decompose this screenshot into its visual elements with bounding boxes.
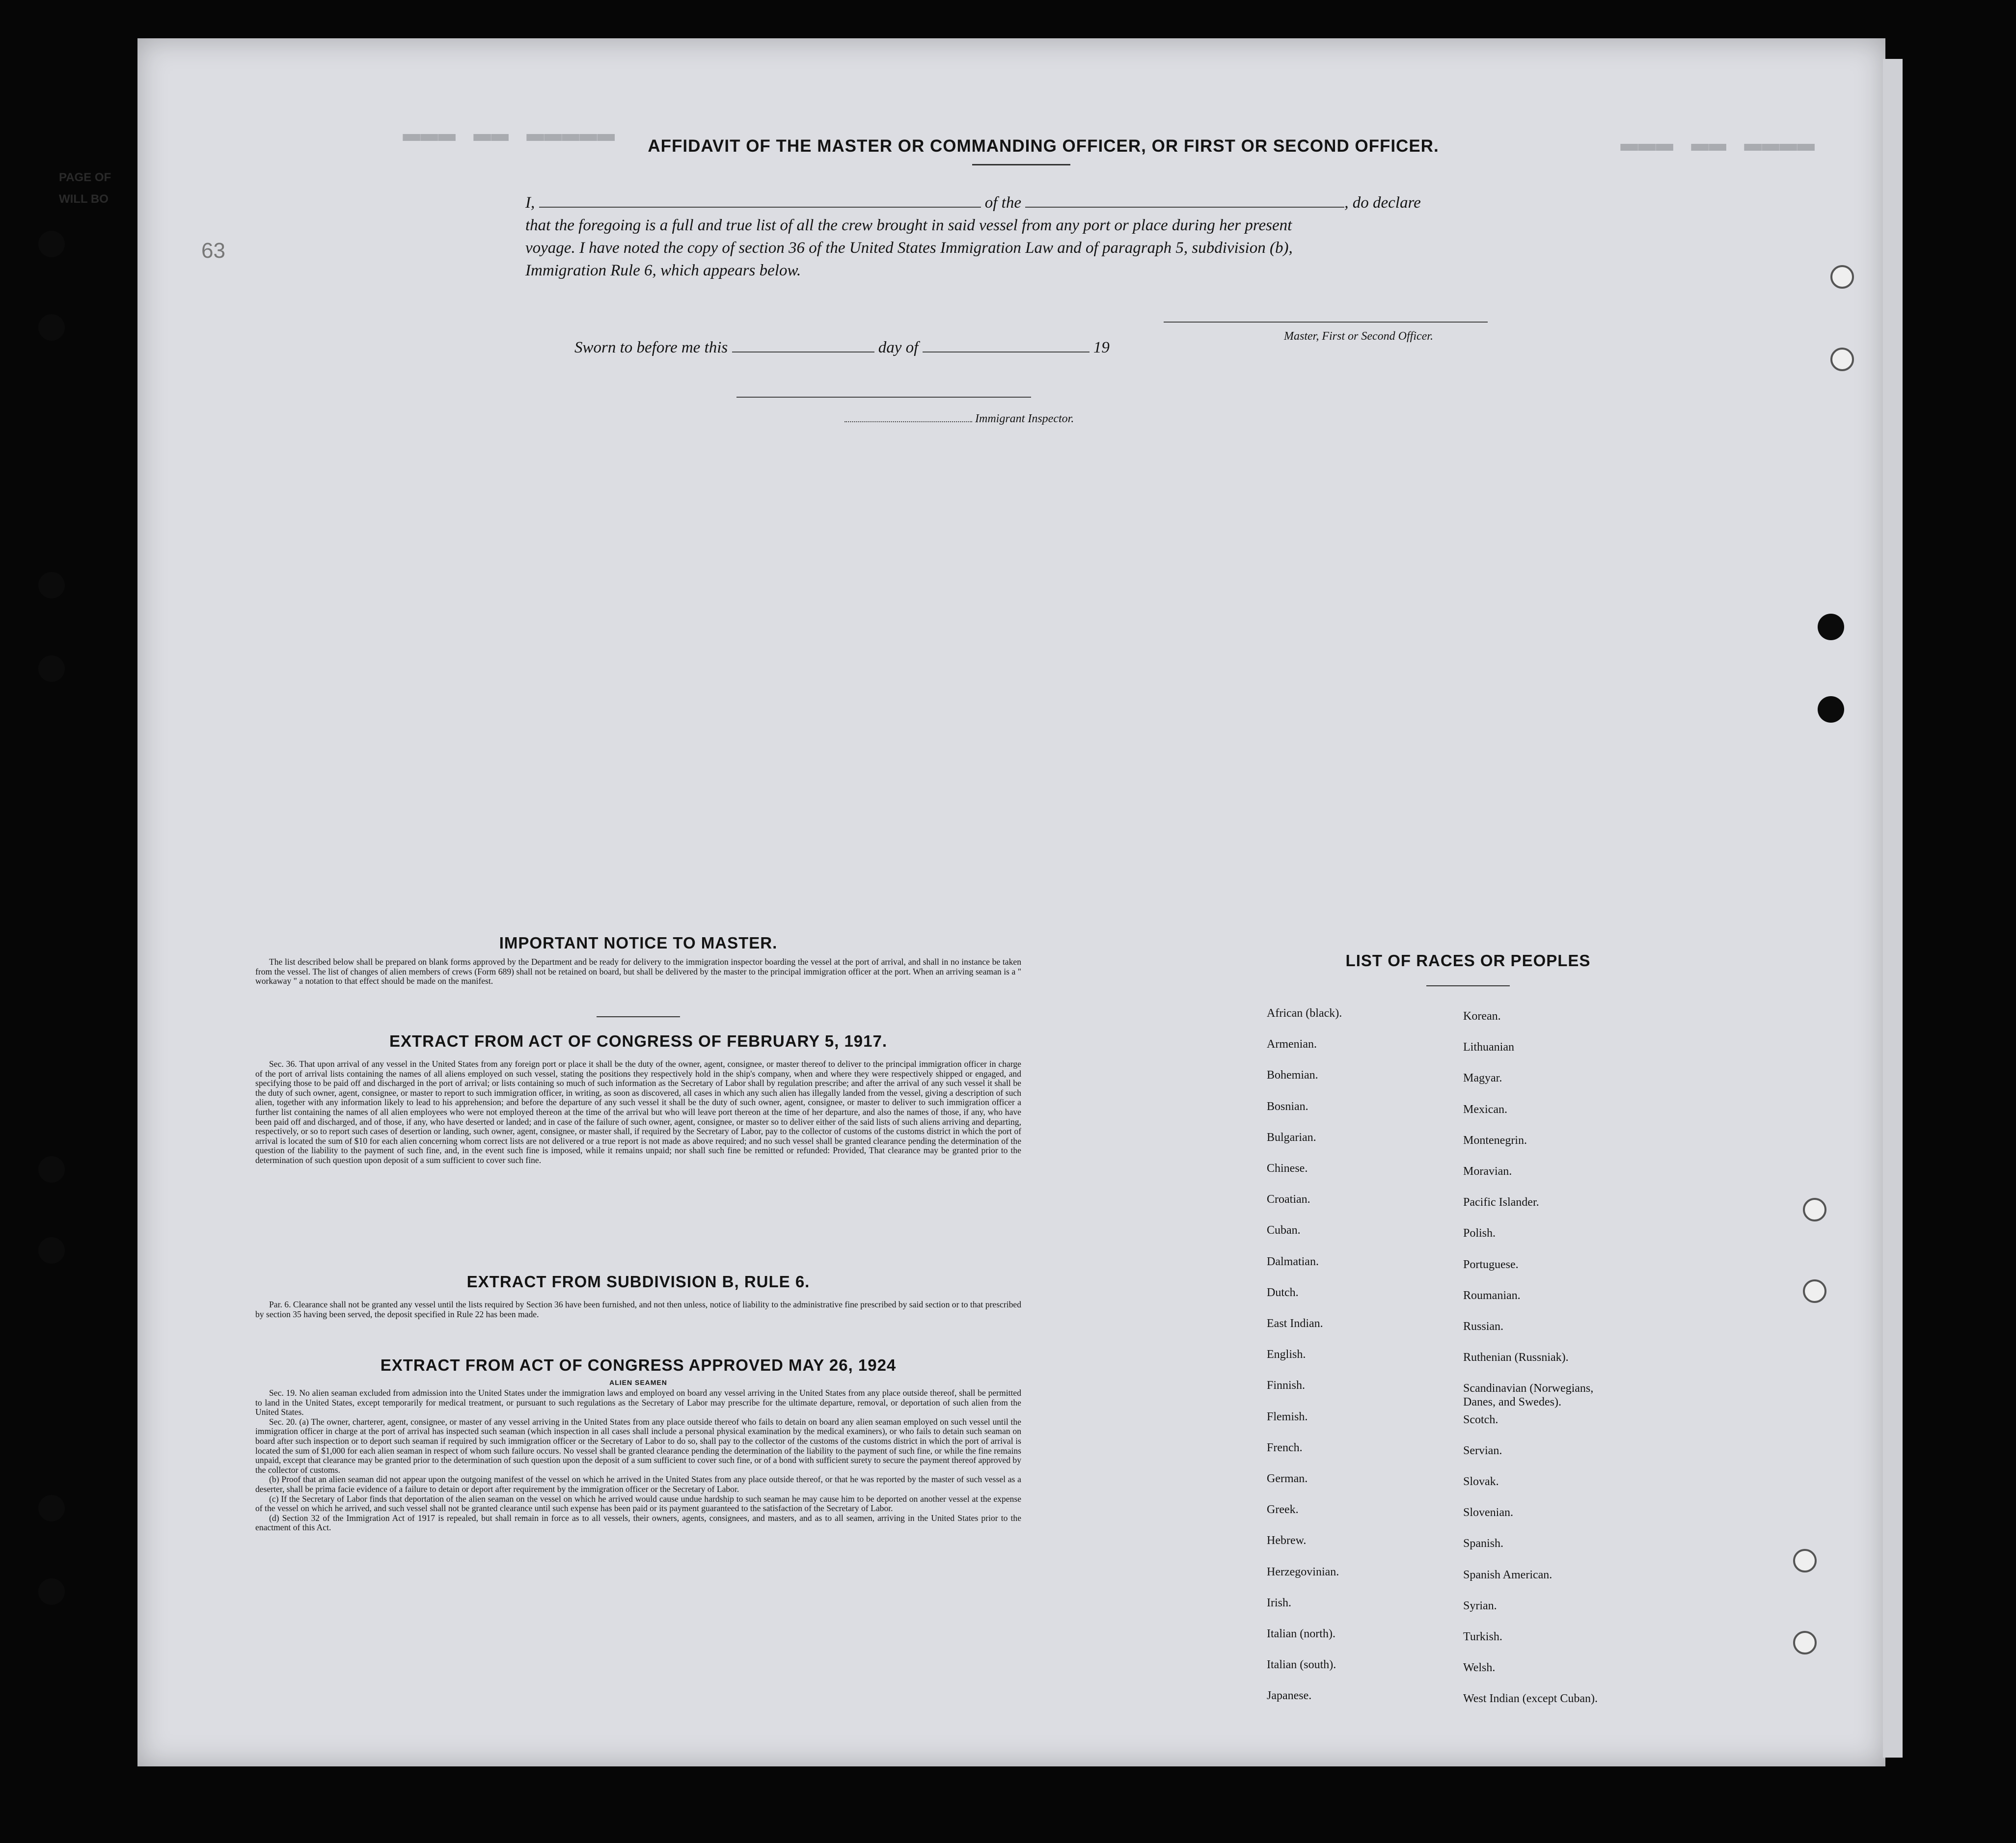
race-item: Syrian. bbox=[1463, 1599, 1497, 1612]
race-item: Hebrew. bbox=[1267, 1534, 1307, 1547]
punch-hole bbox=[1793, 1631, 1817, 1654]
bleed-through-text: ▬▬▬ ▬▬ ▬▬▬▬ bbox=[1620, 128, 1815, 161]
race-item: Spanish American. bbox=[1463, 1568, 1553, 1581]
extract-1917-title: EXTRACT FROM ACT OF CONGRESS OF FEBRUARY 5, 1917. bbox=[389, 1032, 888, 1050]
race-item: Armenian. bbox=[1267, 1038, 1317, 1051]
race-item: Servian. bbox=[1463, 1444, 1502, 1457]
punch-hole bbox=[38, 1156, 65, 1183]
master-signature-label: Master, First or Second Officer. bbox=[1284, 330, 1433, 343]
inspector-blank[interactable] bbox=[845, 421, 972, 422]
affidavit-declaration-line: I, of the , do declare bbox=[525, 194, 1421, 212]
race-item: Dalmatian. bbox=[1267, 1255, 1319, 1268]
punch-hole bbox=[1818, 614, 1844, 640]
race-item: Bohemian. bbox=[1267, 1069, 1318, 1082]
punch-hole bbox=[38, 572, 65, 598]
notice-rule bbox=[597, 1016, 680, 1017]
sec19-text: Sec. 19. No alien seaman excluded from admission into the United States under the immigration laws and employed on board any vessel arriving in the United States from any place outside thereof, shall be permitted to land in the United States, except temporarily for medical treatment, or pursuant to such regulations as the Secretary of Labor may prescribe for the ultimate departure, removal, or deportation of such alien from the United States. bbox=[255, 1388, 1021, 1417]
race-item: Slovak. bbox=[1463, 1475, 1499, 1488]
race-item: Croatian. bbox=[1267, 1193, 1310, 1206]
race-item: Greek. bbox=[1267, 1503, 1299, 1517]
affidavit-title: AFFIDAVIT OF THE MASTER OR COMMANDING OFFICER, OR FIRST OR SECOND OFFICER. bbox=[648, 136, 1439, 156]
sec20b-text: (b) Proof that an alien seaman did not appear upon the outgoing manifest of the vessel on which he arrived in the United States from any place outside thereof, or that he was reported by the master of such vessel as a deserter, shall be prima facie evidence of a failure to detain or deport after requirement by the immigration officer or the Secretary of Labor. bbox=[255, 1474, 1021, 1494]
race-item: Herzegovinian. bbox=[1267, 1565, 1339, 1578]
race-item: East Indian. bbox=[1267, 1317, 1323, 1330]
race-item: Mexican. bbox=[1463, 1103, 1507, 1116]
race-item: Magyar. bbox=[1463, 1072, 1502, 1085]
extract-1924-subtitle: ALIEN SEAMEN bbox=[609, 1379, 667, 1386]
race-item: English. bbox=[1267, 1348, 1306, 1361]
sec20c-text: (c) If the Secretary of Labor finds that deportation of the alien seaman on the vessel on which he arrived would cause undue hardship to such seaman he may cause him to be deported on another vessel at the expense of the vessel on which he arrived, and such vessel shall not be granted clearance until such expense has been paid or its payment guaranteed to the satisfaction of the Secretary of Labor. bbox=[255, 1493, 1021, 1514]
punch-hole bbox=[38, 314, 65, 341]
punch-hole bbox=[38, 1495, 65, 1521]
extract-rule6-text: Par. 6. Clearance shall not be granted any vessel until the lists required by Section 36 have been furnished, and not then unless, notice of liability to the administrative fine prescribed by said section or to that prescribed by section 35 having been served, the deposit specified in Rule 22 has been made. bbox=[255, 1300, 1021, 1319]
margin-stamp: PAGE OF WILL BO bbox=[59, 171, 111, 206]
race-item: Italian (north). bbox=[1267, 1627, 1335, 1640]
punch-hole bbox=[1830, 265, 1854, 289]
race-item: Finnish. bbox=[1267, 1379, 1306, 1392]
vessel-blank[interactable] bbox=[1025, 207, 1344, 208]
race-item: Turkish. bbox=[1463, 1630, 1502, 1643]
master-signature-line bbox=[1164, 322, 1488, 323]
race-item: Korean. bbox=[1463, 1010, 1501, 1023]
race-item: Dutch. bbox=[1267, 1286, 1299, 1299]
punch-hole bbox=[1830, 348, 1854, 371]
punch-hole bbox=[38, 231, 65, 257]
race-item: Chinese. bbox=[1267, 1162, 1308, 1175]
race-item: Scotch. bbox=[1463, 1413, 1498, 1426]
race-item: Russian. bbox=[1463, 1320, 1504, 1333]
race-item: Slovenian. bbox=[1463, 1506, 1513, 1519]
sec20a-text: Sec. 20. (a) The owner, charterer, agent, consignee, or master of any vessel arriving in the United States from any place outside thereof who fails to detain on board any alien seaman employed on such vessel until the immigration officer in charge at the port of arrival has inspected such seaman (which inspection in all cases shall include a personal physical examination by the medical examiners), or who fails to detain such seaman on board after such inspection or to deport such seaman if required by such immigration officer or the Secretary of Labor to do so, shall pay to the collector of the customs of the customs district in which the port of arrival is located the sum of $1,000 for each alien seaman in respect of whom such failure occurs. No vessel shall be granted clearance pending the determination of the liability to the payment of such fine, or while the fine remains unpaid, except that clearance may be granted prior to the determination of such question upon the deposit of a sum sufficient to cover such fine, or of a bond with sufficient surety to secure the payment thereof approved by the collector of customs. bbox=[255, 1416, 1021, 1475]
inspector-line: Immigrant Inspector. bbox=[845, 412, 1074, 426]
inspector-signature-line bbox=[736, 397, 1031, 398]
name-blank[interactable] bbox=[539, 207, 981, 208]
punch-hole bbox=[1793, 1549, 1817, 1572]
notice-title: IMPORTANT NOTICE TO MASTER. bbox=[499, 934, 778, 952]
race-item: West Indian (except Cuban). bbox=[1463, 1692, 1598, 1706]
race-item: African (black). bbox=[1267, 1007, 1342, 1020]
race-item: Polish. bbox=[1463, 1227, 1496, 1240]
race-item: Scandinavian (Norwegians, bbox=[1463, 1382, 1594, 1395]
race-item: Japanese. bbox=[1267, 1689, 1312, 1703]
margin-page-number: 63 bbox=[201, 239, 225, 263]
race-item: French. bbox=[1267, 1441, 1303, 1454]
affidavit-statement: I, of the , do declare that the foregoing is a full and true list of all the crew brought in said vessel from any port or place during her present voyage. I have noted the copy of section 36 of the United States Immigration Law and of paragraph 5, subdivision (b), Immigration Rule 6, which appears below. bbox=[525, 191, 1512, 282]
race-item: Montenegrin. bbox=[1463, 1134, 1527, 1147]
extract-1924-title: EXTRACT FROM ACT OF CONGRESS APPROVED MAY 26, 1924 bbox=[380, 1356, 897, 1374]
races-title: LIST OF RACES OR PEOPLES bbox=[1345, 951, 1591, 970]
race-item: Welsh. bbox=[1463, 1661, 1496, 1675]
punch-hole bbox=[1803, 1279, 1826, 1303]
extract-1917-text: Sec. 36. That upon arrival of any vessel in the United States from any foreign port or place it shall be the duty of the owner, agent, consignee, or master thereof to deliver to the principal immigration officer in charge of the port of arrival lists containing the names of all aliens employed on such vessel, stating the positions they respectively hold in the ship's company, when and where they were respectively shipped or engaged, and specifying those to be paid off and discharged in the port of arrival; or lists containing so much of such information as the Secretary of Labor shall by regulation prescribe; and after the arrival of any such vessel it shall be the duty of such owner, agent, consignee, or master to report to such immigration officer, in writing, as soon as discovered, all cases in which any such alien has illegally landed from the vessel, giving a description of such alien, together with any information likely to lead to his apprehension; and before the departure of any such vessel it shall be the duty of such owner, agent, consignee, or master to deliver to such immigration officer a further list containing the names of all alien employees who were not employed thereon at the time of the arrival but who will leave port thereon at the time of her departure, and also the names of those, if any, who have been paid off and discharged, and of those, if any, who have deserted or landed; and in case of the failure of such owner, agent, consignee, or master so to deliver either of the said lists of such aliens arriving and departing, respectively, or so to report such cases of desertion or landing, such owner, agent, consignee, or master shall, if required by the Secretary of Labor, pay to the collector of customs of the customs district in which the port of arrival is located the sum of $10 for each alien concerning whom correct lists are not delivered or a true report is not made as above required; and no such vessel shall be granted clearance pending the determination of the question of the liability to the payment of such fine, and, in the event such fine is imposed, while it remains unpaid; nor shall such fine be remitted or refunded: Provided, That clearance may be granted prior to the determination of such question upon deposit of a sum sufficient to cover such fine. bbox=[255, 1059, 1021, 1165]
race-item: Moravian. bbox=[1463, 1165, 1512, 1178]
sworn-line: Sworn to before me this day of 19 bbox=[574, 339, 1110, 356]
extract-1924-text bbox=[255, 1388, 1021, 1533]
race-item: Flemish. bbox=[1267, 1410, 1308, 1423]
race-item: Irish. bbox=[1267, 1596, 1291, 1609]
race-item: Ruthenian (Russniak). bbox=[1463, 1351, 1569, 1364]
sec20d-text: (d) Section 32 of the Immigration Act of 1917 is repealed, but shall remain in force as to all vessels, their owners, agents, consignees, and masters, and as to all seamen, arriving in the United States prior to the enactment of this Act. bbox=[255, 1513, 1021, 1533]
extract-rule6-title: EXTRACT FROM SUBDIVISION B, RULE 6. bbox=[466, 1273, 810, 1291]
race-item: German. bbox=[1267, 1472, 1308, 1485]
punch-hole bbox=[38, 1237, 65, 1264]
punch-hole bbox=[1818, 696, 1844, 723]
race-item: Bulgarian. bbox=[1267, 1131, 1316, 1144]
race-item: Danes, and Swedes). bbox=[1463, 1396, 1561, 1409]
race-item: Italian (south). bbox=[1267, 1658, 1336, 1672]
punch-hole bbox=[1803, 1198, 1826, 1221]
race-item: Pacific Islander. bbox=[1463, 1196, 1539, 1209]
races-title-underline bbox=[1426, 985, 1510, 986]
punch-hole bbox=[38, 655, 65, 682]
title-underline bbox=[972, 164, 1070, 165]
race-item: Portuguese. bbox=[1463, 1258, 1519, 1271]
bleed-through-text: ▬▬▬ ▬▬ ▬▬▬▬▬ bbox=[403, 118, 615, 151]
race-item: Roumanian. bbox=[1463, 1289, 1521, 1302]
race-item: Spanish. bbox=[1463, 1537, 1504, 1550]
race-item: Cuban. bbox=[1267, 1224, 1301, 1237]
punch-hole bbox=[38, 1578, 65, 1605]
race-item: Lithuanian bbox=[1463, 1041, 1514, 1054]
page-edge bbox=[1883, 59, 1903, 1758]
race-item: Bosnian. bbox=[1267, 1100, 1308, 1113]
notice-text: The list described below shall be prepared on blank forms approved by the Department and be ready for delivery to the immigration inspector boarding the vessel at the port of arrival, and shall in no instance be taken from the vessel. The list of changes of alien members of crews (Form 689) shall not be retained on board, but shall be delivered by the master to the principal immigration officer at the port. When an arriving seaman is a " workaway " a notation to that effect should be made on the manifest. bbox=[255, 957, 1021, 986]
